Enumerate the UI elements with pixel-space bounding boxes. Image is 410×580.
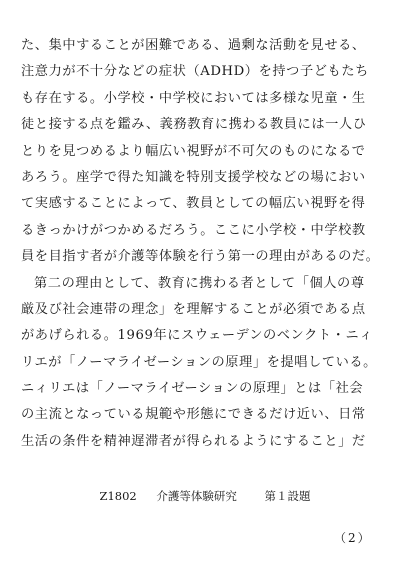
paragraph-start-line: 第二の理由として、教育に携わる者として「個人の尊 xyxy=(34,275,365,291)
body-line: も存在する。小学校・中学校においては多様な児童・生 xyxy=(21,90,366,106)
course-title: 介護等体験研究 xyxy=(156,489,237,503)
body-line: の主流となっている規範や形態にできるだけ近い、日常 xyxy=(21,407,366,423)
body-line: た、集中することが困難である、過剰な活動を見せる、 xyxy=(21,38,366,53)
body-line: 注意力が不十分などの症状（ADHD）を持つ子どもたち xyxy=(21,64,369,80)
course-code: Z1802 xyxy=(99,489,137,503)
body-line: があげられる。1969年にスウェーデンのベンクト・ニィ xyxy=(21,328,374,344)
body-line: ニィリエは「ノーマライゼーションの原理」とは「社会 xyxy=(21,381,364,397)
page-footer xyxy=(0,488,410,504)
body-line: 生活の条件を精神遅滞者が得られるようにすること」だ xyxy=(21,433,366,449)
page-number: （2） xyxy=(334,531,372,545)
body-line: あろう。座学で得た知識を特別支援学校などの場におい xyxy=(21,169,366,185)
body-line: リエが「ノーマライゼーションの原理」を提唱している。 xyxy=(21,354,377,370)
body-line: 厳及び社会連帯の理念」を理解することが必須である点 xyxy=(21,301,366,317)
body-line: るきっかけがつかめるだろう。ここに小学校・中学校教 xyxy=(21,222,366,238)
assignment-label: 第１設題 xyxy=(264,489,311,503)
body-line: 員を目指す者が介護等体験を行う第一の理由があるのだ。 xyxy=(21,249,380,265)
body-line: 徒と接する点を鑑み、義務教育に携わる教員には一人ひ xyxy=(21,117,367,133)
essay-body xyxy=(21,33,393,455)
body-line: とりを見つめるより幅広い視野が不可欠のものになるで xyxy=(21,143,366,159)
body-line: て実感することによって、教員としての幅広い視野を得 xyxy=(21,196,366,212)
